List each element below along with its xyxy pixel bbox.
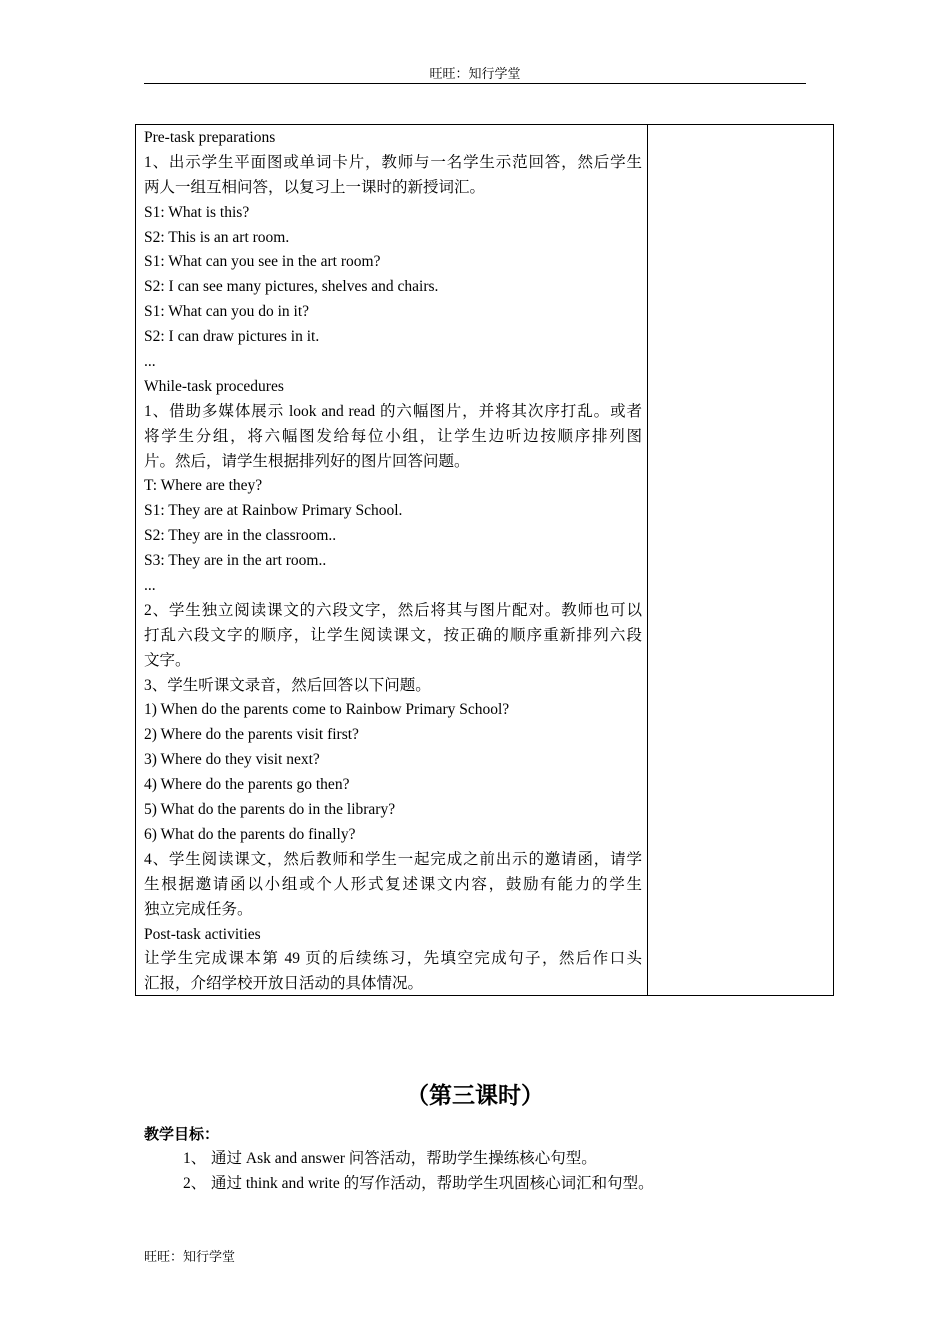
goal-text: 通过 Ask and answer 问答活动，帮助学生操练核心句型。 — [211, 1150, 597, 1167]
procedure-cell — [144, 125, 642, 997]
goal-item — [183, 1172, 654, 1196]
table-line: 1、借助多媒体展示 look and read 的六幅图片，并将其次序打乱。或者 — [144, 402, 642, 420]
table-line: S2: I can see many pictures, shelves and chairs. — [144, 278, 439, 296]
lesson-table — [135, 124, 834, 996]
table-line: 独立完成任务。 — [144, 900, 253, 918]
table-line: 2、学生独立阅读课文的六段文字，然后将其与图片配对。教师也可以 — [144, 601, 642, 619]
page-footer: 旺旺：知行学堂 — [144, 1249, 236, 1264]
table-line: T: Where are they? — [144, 477, 263, 495]
table-line: S1: What can you do in it? — [144, 303, 310, 321]
table-line: 让学生完成课本第 49 页的后续练习，先填空完成句子，然后作口头 — [144, 950, 642, 968]
table-line: 3) Where do they visit next? — [144, 751, 320, 769]
table-line: 两人一组互相问答，以复习上一课时的新授词汇。 — [144, 178, 486, 196]
table-line: 生根据邀请函以小组或个人形式复述课文内容，鼓励有能力的学生 — [144, 875, 642, 893]
table-line: Post-task activities — [144, 925, 261, 943]
section-title: （第三课时） — [406, 1083, 544, 1108]
page-header: 旺旺：知行学堂 — [429, 66, 521, 81]
table-line: S2: I can draw pictures in it. — [144, 328, 320, 346]
table-line: ... — [144, 353, 156, 371]
table-line: 3、学生听课文录音，然后回答以下问题。 — [144, 676, 431, 694]
table-line: 将学生分组，将六幅图发给每位小组，让学生边听边按顺序排列图 — [144, 427, 642, 445]
table-line: 1、出示学生平面图或单词卡片，教师与一名学生示范回答，然后学生 — [144, 153, 642, 171]
table-line: While-task procedures — [144, 377, 284, 395]
table-line: 汇报，介绍学校开放日活动的具体情况。 — [144, 975, 424, 993]
goals-label: 教学目标： — [144, 1127, 220, 1143]
table-line: S1: What can you see in the art room? — [144, 253, 381, 271]
table-line: S1: What is this? — [144, 203, 250, 221]
table-line: Pre-task preparations — [144, 129, 276, 146]
table-line: 打乱六段文字的顺序，让学生阅读课文，按正确的顺序重新排列六段 — [144, 626, 642, 644]
goal-item — [183, 1147, 597, 1171]
table-line: 片。然后，请学生根据排列好的图片回答问题。 — [144, 452, 470, 470]
table-column-divider — [647, 125, 648, 995]
table-line: 4、学生阅读课文，然后教师和学生一起完成之前出示的邀请函，请学 — [144, 850, 642, 868]
table-line: 2) Where do the parents visit first? — [144, 726, 359, 744]
goal-number: 1、 — [183, 1150, 207, 1167]
table-line: 文字。 — [144, 651, 191, 669]
table-line: 1) When do the parents come to Rainbow Primary School? — [144, 701, 510, 719]
goal-text: 通过 think and write 的写作活动，帮助学生巩固核心词汇和句型。 — [211, 1175, 654, 1192]
table-line: ... — [144, 577, 156, 595]
table-line: S2: They are in the classroom.. — [144, 527, 337, 545]
table-line: 4) Where do the parents go then? — [144, 776, 350, 794]
header-rule — [144, 83, 806, 84]
table-line: S3: They are in the art room.. — [144, 552, 327, 570]
table-line: S1: They are at Rainbow Primary School. — [144, 502, 403, 520]
table-line: S2: This is an art room. — [144, 228, 290, 246]
goal-number: 2、 — [183, 1175, 207, 1192]
table-line: 5) What do the parents do in the library? — [144, 801, 396, 819]
table-line: 6) What do the parents do finally? — [144, 825, 356, 843]
